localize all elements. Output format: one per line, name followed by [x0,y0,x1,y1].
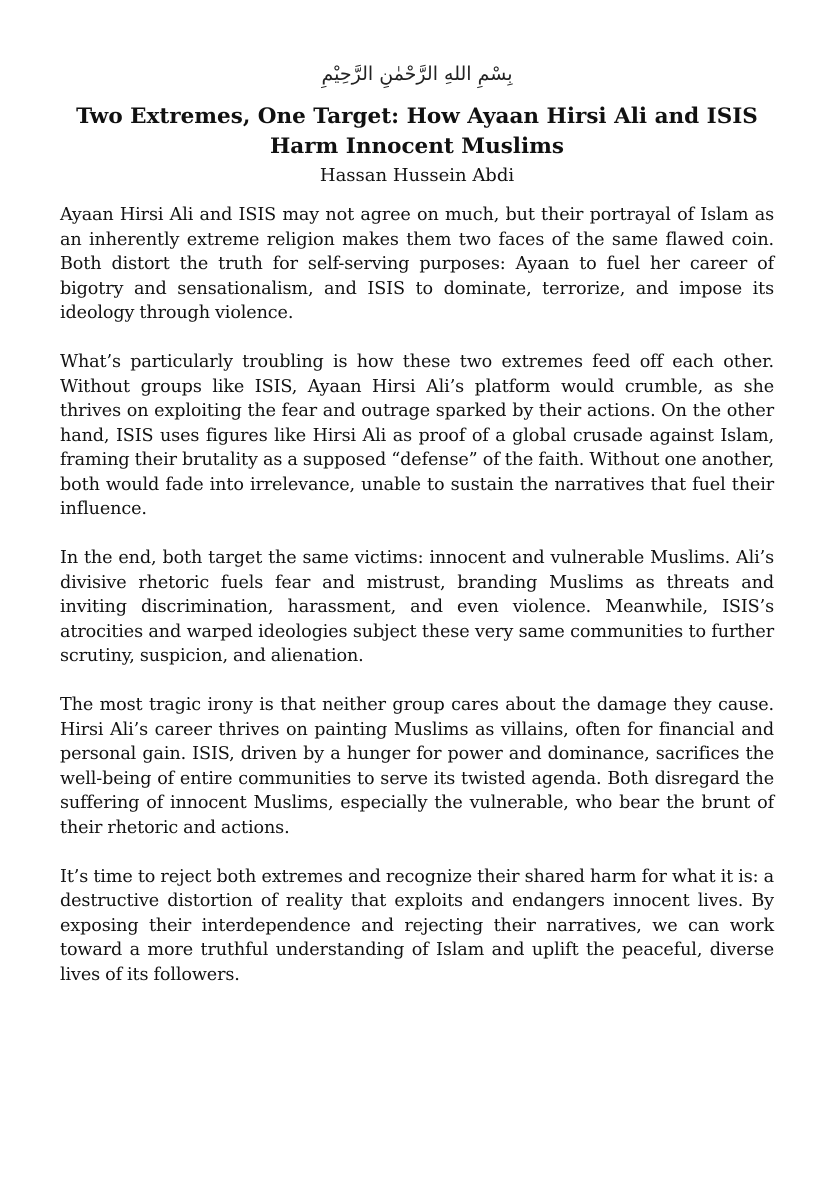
document-page [60,60,774,1012]
paragraph-1: Ayaan Hirsi Ali and ISIS may not agree on much, but their portrayal of Islam as an inherently extreme religion makes them two faces of the same flawed coin. Both distort the truth for self-serving purposes: Ayaan to fuel her career of bigotry and sensationalism, and ISIS to dominate, terrorize, and impose its ideology through violence. [60,205,774,323]
paragraph-5: It’s time to reject both extremes and recognize their shared harm for what it is: a destructive distortion of reality that exploits and endangers innocent lives. By exposing their interdependence and rejecting their narratives, we can work toward a more truthful understanding of Islam and uplift the peaceful, diverse lives of its followers. [60,866,774,985]
title-line-1: Two Extremes, One Target: How Ayaan Hirsi Ali and ISIS [76,104,758,129]
paragraph-3: In the end, both target the same victims: innocent and vulnerable Muslims. Ali’s divisive rhetoric fuels fear and mistrust, branding Muslims as threats and inviting discrimination, harassment, and even violence. Meanwhile, ISIS’s atrocities and warped ideologies subject these very same communities to further scrutiny, suspicion, and alienation. [60,548,774,666]
paragraph-2: What’s particularly troubling is how these two extremes feed off each other. Without groups like ISIS, Ayaan Hirsi Ali’s platform would crumble, as she thrives on exploiting the fear and outrage sparked by their actions. On the other hand, ISIS uses figures like Hirsi Ali as proof of a global crusade against Islam, framing their brutality as a supposed “defense” of the faith. Without one another, both would fade into irrelevance, unable to sustain the narratives that fuel their influence. [60,352,774,519]
document-body [60,203,774,987]
title-line-2: Harm Innocent Muslims [269,134,564,159]
author-name: Hassan Hussein Abdi [319,165,515,186]
document-title [60,102,774,162]
basmala-header: بِسْمِ اللهِ الرَّحْمٰنِ الرَّحِيْمِ [321,63,513,85]
paragraph-4: The most tragic irony is that neither group cares about the damage they cause. Hirsi Ali’s career thrives on painting Muslims as villains, often for financial and personal gain. ISIS, driven by a hunger for power and dominance, sacrifices the well-being of entire communities to serve its twisted agenda. Both disregard the suffering of innocent Muslims, especially the vulnerable, who bear the brunt of their rhetoric and actions. [60,695,774,838]
